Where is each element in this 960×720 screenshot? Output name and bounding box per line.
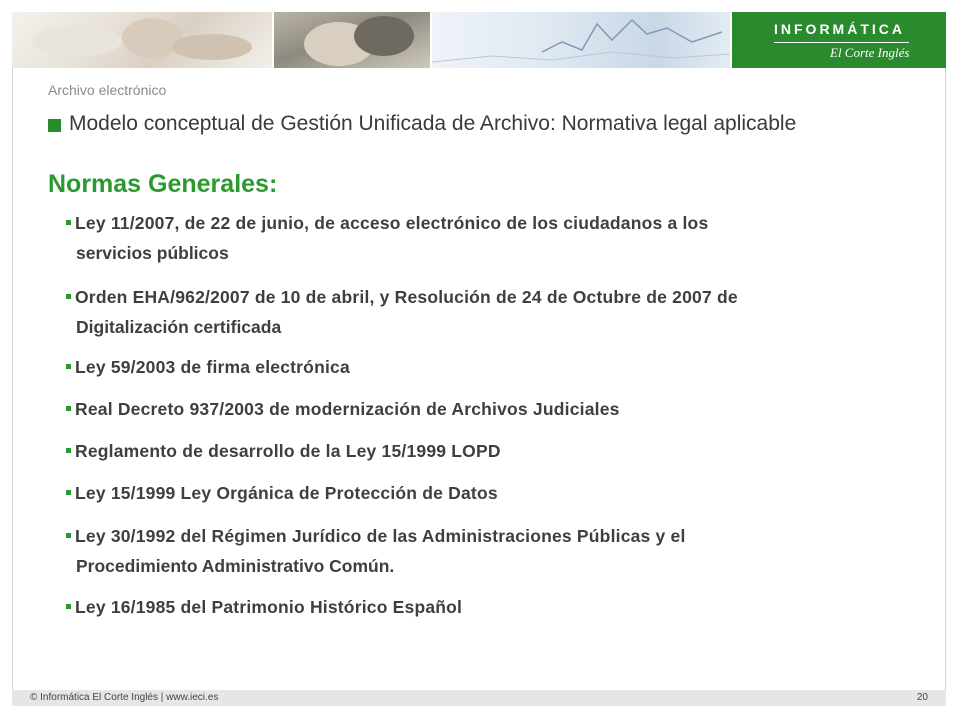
brand-subtitle: El Corte Inglés — [830, 45, 910, 60]
square-bullet-icon — [48, 119, 61, 132]
list-item-text: Ley 59/2003 de firma electrónica — [75, 357, 350, 377]
banner-photo-handshake — [274, 12, 432, 68]
list-item-text: Real Decreto 937/2003 de modernización de Archivos Judiciales — [75, 399, 620, 419]
slide-title: Modelo conceptual de Gestión Unificada de Archivo: Normativa legal aplicable — [69, 112, 797, 135]
square-bullet-icon — [66, 220, 71, 225]
list-item-continuation: Procedimiento Administrativo Común. — [76, 556, 395, 576]
section-label: Archivo electrónico — [48, 82, 167, 98]
slide-footer — [12, 690, 946, 706]
page-number: 20 — [916, 692, 928, 703]
square-bullet-icon — [66, 294, 71, 299]
list-item — [66, 592, 896, 622]
list-item — [66, 352, 896, 382]
banner-chart-graphic — [432, 12, 732, 68]
square-bullet-icon — [66, 533, 71, 538]
list-item — [66, 282, 896, 342]
footer-copyright: © Informática El Corte Inglés | www.ieci.es — [30, 692, 219, 703]
list-item-text: Ley 11/2007, de 22 de junio, de acceso electrónico de los ciudadanos a los — [75, 213, 709, 233]
list-item — [66, 521, 896, 581]
list-item — [66, 478, 896, 508]
list-item — [66, 436, 896, 466]
list-item-text: Reglamento de desarrollo de la Ley 15/1999 LOPD — [75, 441, 501, 461]
brand-logo — [732, 12, 946, 68]
square-bullet-icon — [66, 448, 71, 453]
square-bullet-icon — [66, 604, 71, 609]
list-item-text: Ley 16/1985 del Patrimonio Histórico Español — [75, 597, 463, 617]
list-item — [66, 208, 896, 268]
banner-photo-chart — [432, 12, 732, 68]
banner-photo-office — [12, 12, 274, 68]
square-bullet-icon — [66, 490, 71, 495]
square-bullet-icon — [66, 406, 71, 411]
slide-title-row — [48, 112, 796, 136]
list-item-text: Ley 15/1999 Ley Orgánica de Protección de Datos — [75, 483, 498, 503]
brand-title: INFORMÁTICA — [774, 21, 905, 37]
header-banner — [12, 12, 946, 68]
list-item-continuation: Digitalización certificada — [76, 317, 282, 337]
section-heading: Normas Generales: — [48, 170, 278, 198]
square-bullet-icon — [66, 364, 71, 369]
list-item-continuation: servicios públicos — [76, 243, 229, 263]
brand-divider — [774, 42, 909, 43]
list-item — [66, 394, 896, 424]
list-item-text: Orden EHA/962/2007 de 10 de abril, y Resolución de 24 de Octubre de 2007 de — [75, 287, 738, 307]
list-item-text: Ley 30/1992 del Régimen Jurídico de las Administraciones Públicas y el — [75, 526, 686, 546]
